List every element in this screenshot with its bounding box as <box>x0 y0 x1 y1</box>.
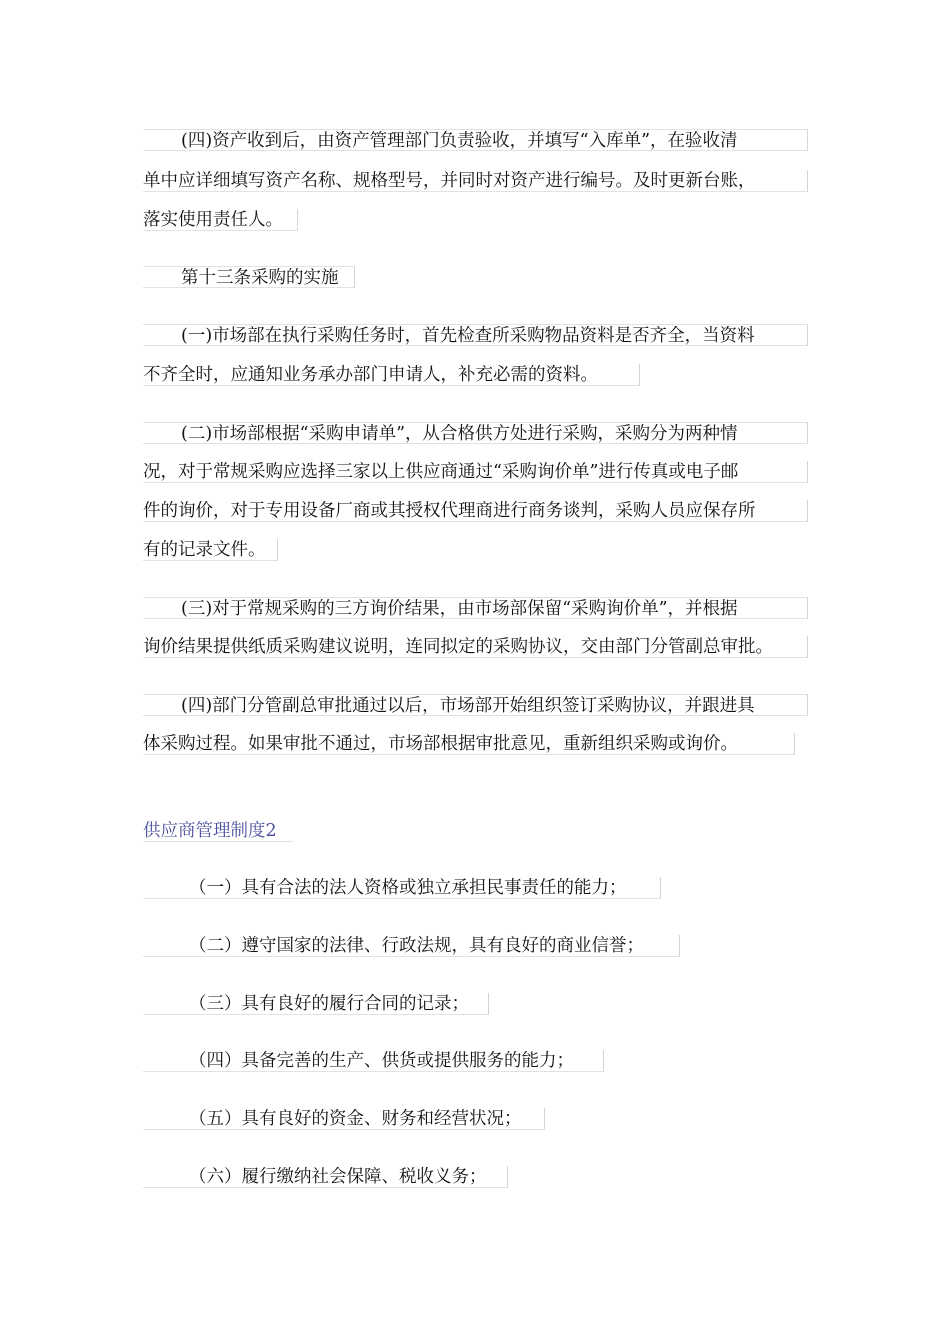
section-heading: 供应商管理制度2 <box>143 820 293 842</box>
list-item: （四）具备完善的生产、供货或提供服务的能力； <box>143 1050 604 1072</box>
paragraph-line: (四)资产收到后，由资产管理部门负责验收，并填写“入库单”，在验收清 <box>143 129 808 151</box>
list-item: （六）履行缴纳社会保障、税收义务； <box>143 1166 508 1188</box>
paragraph-line: (四)部门分管副总审批通过以后，市场部开始组织签订采购协议，并跟进具 <box>143 694 808 716</box>
list-item: （五）具有良好的资金、财务和经营状况； <box>143 1108 545 1130</box>
paragraph-line: 件的询价，对于专用设备厂商或其授权代理商进行商务谈判，采购人员应保存所 <box>143 500 808 522</box>
paragraph-line: 单中应详细填写资产名称、规格型号，并同时对资产进行编号。及时更新台账， <box>143 170 808 192</box>
paragraph-line: 落实使用责任人。 <box>143 209 298 231</box>
article-heading: 第十三条采购的实施 <box>143 266 355 288</box>
list-item: （二）遵守国家的法律、行政法规，具有良好的商业信誉； <box>143 935 680 957</box>
paragraph-line: 不齐全时，应通知业务承办部门申请人，补充必需的资料。 <box>143 364 640 386</box>
paragraph-line: 询价结果提供纸质采购建议说明，连同拟定的采购协议，交由部门分管副总审批。 <box>143 636 808 658</box>
list-item: （一）具有合法的法人资格或独立承担民事责任的能力； <box>143 877 661 899</box>
paragraph-line: 况，对于常规采购应选择三家以上供应商通过“采购询价单”进行传真或电子邮 <box>143 461 808 483</box>
paragraph-line: (三)对于常规采购的三方询价结果，由市场部保留“采购询价单”，并根据 <box>143 597 808 619</box>
paragraph-line: 有的记录文件。 <box>143 539 278 561</box>
list-item: （三）具有良好的履行合同的记录； <box>143 993 489 1015</box>
paragraph-line: (二)市场部根据“采购申请单”，从合格供方处进行采购，采购分为两种情 <box>143 422 808 444</box>
paragraph-line: (一)市场部在执行采购任务时，首先检查所采购物品资料是否齐全，当资料 <box>143 324 808 346</box>
paragraph-line: 体采购过程。如果审批不通过，市场部根据审批意见，重新组织采购或询价。 <box>143 733 795 755</box>
